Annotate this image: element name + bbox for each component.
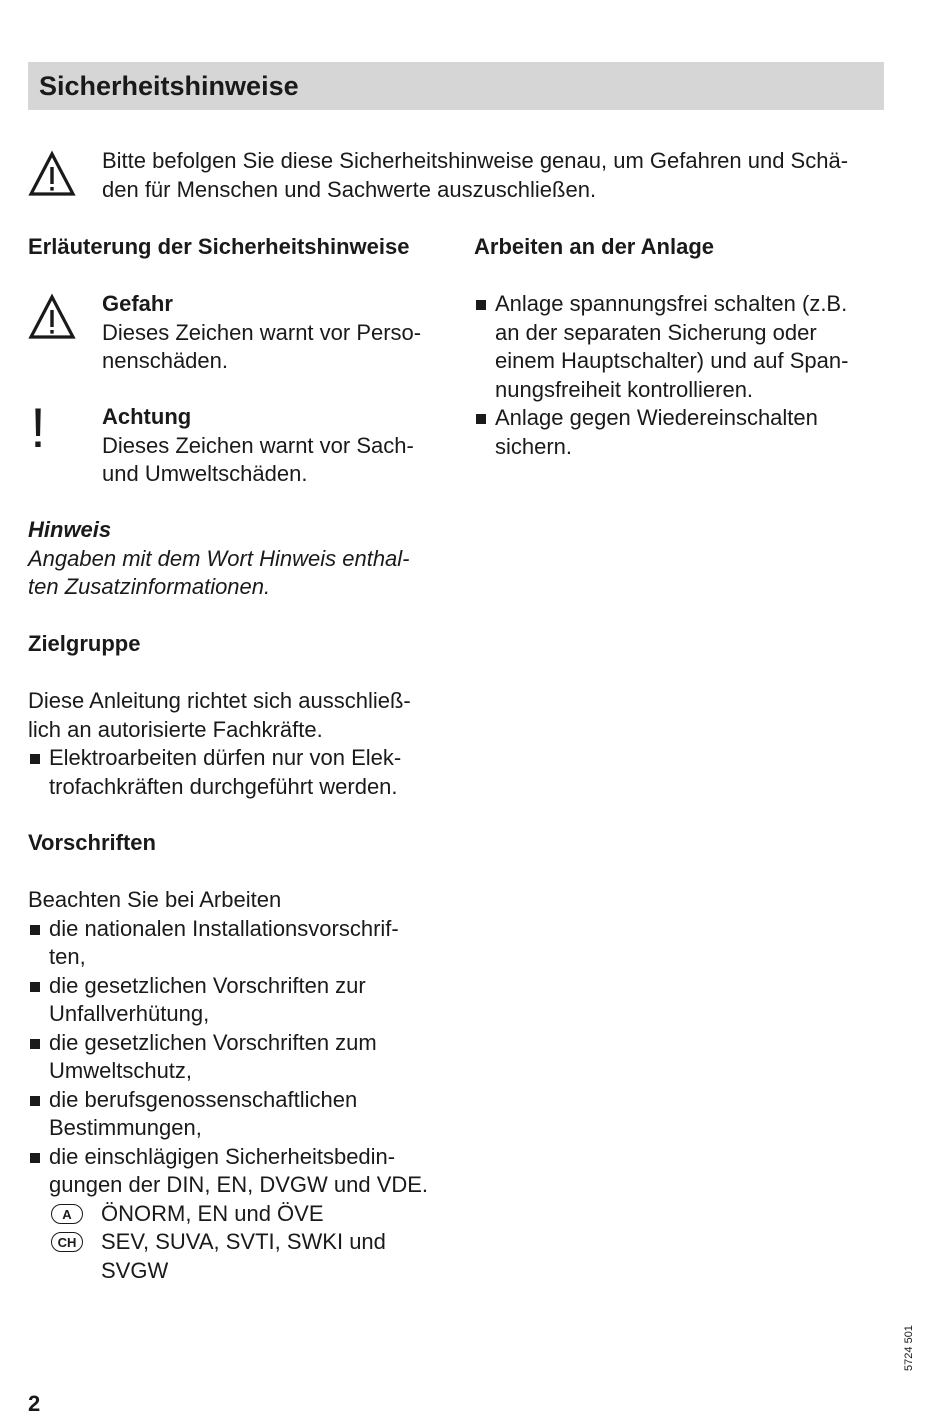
attention-title: Achtung bbox=[102, 404, 192, 429]
list-item-line: Anlage spannungsfrei schalten (z.B. bbox=[495, 291, 848, 316]
list-item bbox=[28, 1086, 458, 1143]
list-item bbox=[28, 744, 448, 801]
section-title-bar bbox=[28, 62, 884, 110]
attention-exclamation-icon: ! bbox=[30, 396, 46, 459]
list-item-line: trofachkräften durchgeführt werden. bbox=[49, 773, 398, 799]
note-block bbox=[28, 516, 410, 602]
list-item bbox=[474, 290, 894, 404]
work-heading: Arbeiten an der Anlage bbox=[474, 234, 715, 259]
list-item-line: Unfallverhütung, bbox=[49, 1001, 210, 1026]
warning-triangle-icon bbox=[28, 150, 76, 198]
country-note-line: SEV, SUVA, SVTI, SWKI und bbox=[101, 1229, 386, 1254]
target-group-heading: Zielgruppe bbox=[28, 631, 141, 656]
attention-block bbox=[102, 403, 414, 489]
list-item-line: einem Hauptschalter) und auf Span- bbox=[495, 348, 849, 373]
page-number: 2 bbox=[28, 1391, 41, 1416]
note-line: Angaben mit dem Wort Hinweis enthal- bbox=[28, 545, 410, 571]
list-item-line: die gesetzlichen Vorschriften zur bbox=[49, 972, 366, 998]
document-code-text: 5724 501 bbox=[903, 1325, 915, 1371]
country-note-switzerland bbox=[28, 1228, 458, 1285]
country-badge-ch: CH bbox=[51, 1232, 83, 1252]
danger-line: Dieses Zeichen warnt vor Perso- bbox=[102, 319, 422, 345]
list-item bbox=[28, 972, 458, 1029]
country-note-line: SVGW bbox=[101, 1257, 169, 1283]
target-group-line: Diese Anleitung richtet sich ausschließ- bbox=[28, 688, 411, 713]
work-body bbox=[474, 290, 894, 461]
list-item-line: Elektroarbeiten dürfen nur von Elek- bbox=[49, 745, 402, 770]
list-item-line: Anlage gegen Wiedereinschalten bbox=[495, 405, 818, 430]
list-item-line: sichern. bbox=[495, 433, 573, 459]
list-item-line: an der separaten Sicherung oder bbox=[495, 319, 817, 345]
list-item-line: Bestimmungen, bbox=[49, 1115, 202, 1140]
attention-line: und Umweltschäden. bbox=[102, 461, 308, 486]
note-line: ten Zusatzinformationen. bbox=[28, 574, 271, 599]
danger-block bbox=[102, 290, 421, 376]
list-item bbox=[28, 1143, 458, 1200]
list-item bbox=[28, 1029, 458, 1086]
note-title: Hinweis bbox=[28, 517, 112, 542]
intro-line: Bitte befolgen Sie diese Sicherheitshinweise genau, um Gefahren und Schä- bbox=[102, 148, 849, 173]
intro-text bbox=[102, 147, 848, 204]
target-group-body bbox=[28, 687, 448, 801]
list-item-line: Umweltschutz, bbox=[49, 1058, 193, 1083]
regulations-intro: Beachten Sie bei Arbeiten bbox=[28, 887, 282, 912]
country-note-line: ÖNORM, EN und ÖVE bbox=[101, 1200, 324, 1226]
list-item bbox=[28, 915, 458, 972]
document-code bbox=[902, 1323, 916, 1373]
list-item-line: die einschlägigen Sicherheitsbedin- bbox=[49, 1143, 396, 1169]
list-item-line: ten, bbox=[49, 944, 86, 969]
list-item-line: gungen der DIN, EN, DVGW und VDE. bbox=[49, 1172, 429, 1197]
page-title: Sicherheitshinweise bbox=[39, 71, 299, 101]
danger-line: nenschäden. bbox=[102, 348, 228, 373]
list-item-line: die gesetzlichen Vorschriften zum bbox=[49, 1029, 377, 1055]
country-badge-a: A bbox=[51, 1204, 83, 1224]
country-note-austria bbox=[28, 1200, 458, 1229]
list-item-line: die nationalen Installationsvorschrif- bbox=[49, 915, 399, 941]
danger-title: Gefahr bbox=[102, 291, 173, 316]
explanation-heading: Erläuterung der Sicherheitshinweise bbox=[28, 234, 410, 259]
list-item bbox=[474, 404, 894, 461]
regulations-heading: Vorschriften bbox=[28, 830, 156, 855]
list-item-line: die berufsgenossenschaftlichen bbox=[49, 1086, 358, 1112]
target-group-line: lich an autorisierte Fachkräfte. bbox=[28, 716, 323, 742]
regulations-body bbox=[28, 886, 458, 1285]
intro-line: den für Menschen und Sachwerte auszuschließen. bbox=[102, 176, 597, 202]
list-item-line: nungsfreiheit kontrollieren. bbox=[495, 376, 754, 402]
danger-triangle-icon bbox=[28, 293, 76, 341]
attention-line: Dieses Zeichen warnt vor Sach- bbox=[102, 432, 414, 458]
